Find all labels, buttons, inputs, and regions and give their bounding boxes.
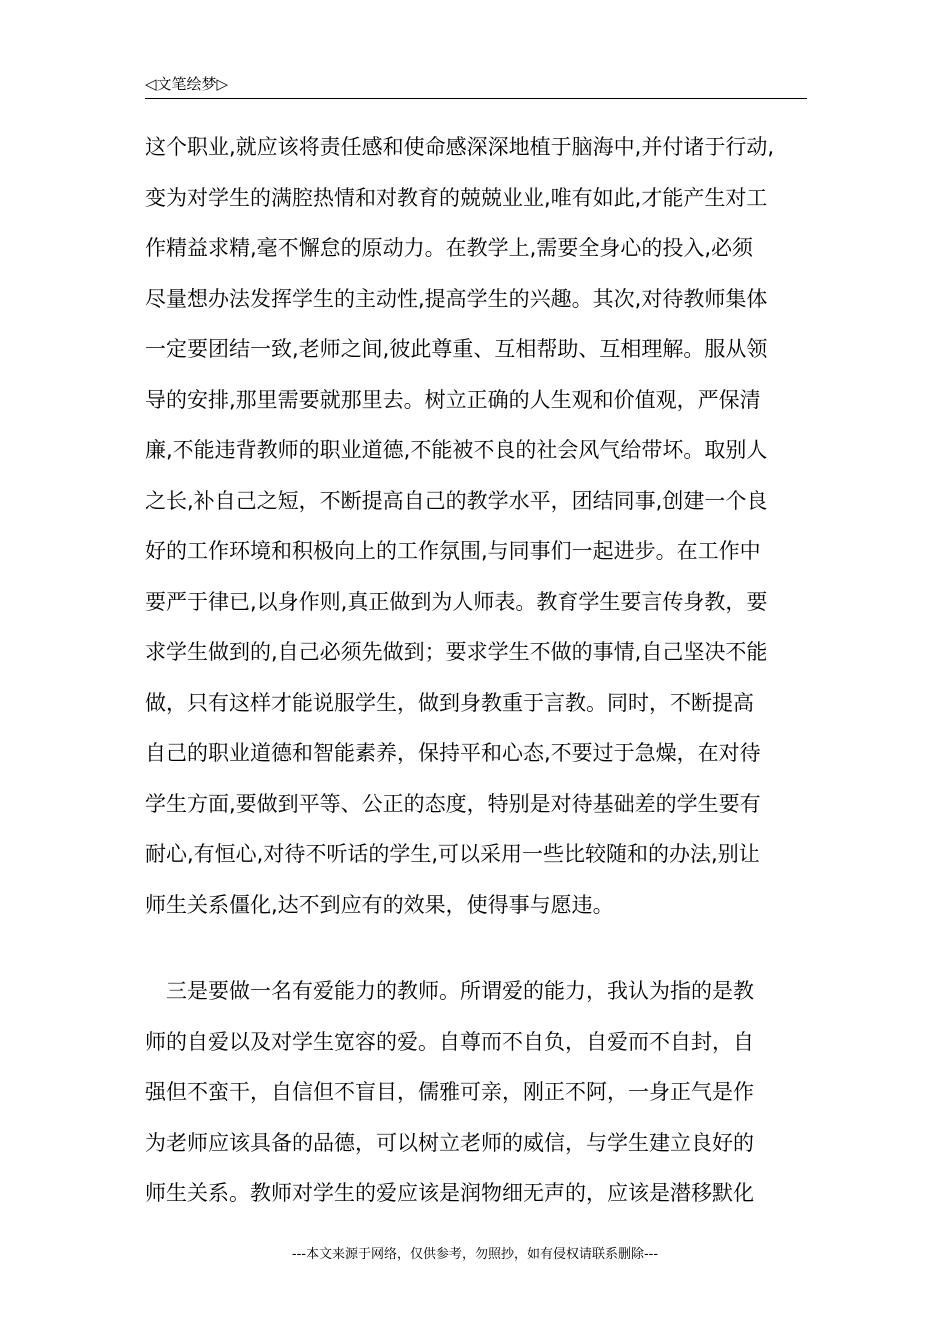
text-line: 为老师应该具备的品德，可以树立老师的威信，与学生建立良好的 [145,1130,754,1155]
text-line: 耐心,有恒心,对待不听话的学生,可以采用一些比较随和的办法,别让 [145,842,760,866]
document-body [145,128,810,1225]
text-line: 师生关系僵化,达不到应有的效果，使得事与愿违。 [145,892,614,917]
text-line: 尽量想办法发挥学生的主动性,提高学生的兴趣。其次,对待教师集体 [145,286,768,311]
paragraph-2 [145,972,810,1225]
text-line: 做，只有这样才能说服学生，做到身教重于言教。同时，不断提高 [145,690,754,715]
text-line: 好的工作环境和积极向上的工作氛围,与同事们一起进步。在工作中 [145,539,761,563]
text-line: 一定要团结一致,老师之间,彼此尊重、互相帮助、互相理解。服从领 [145,337,768,361]
page-footer: ---本文来源于网络，仅供参考，勿照抄，如有侵权请联系删除--- [291,1247,659,1262]
text-line: 这个职业,就应该将责任感和使命感深深地植于脑海中,并付诸于行动, [145,135,775,159]
text-line: 廉,不能违背教师的职业道德,不能被不良的社会风气给带坏。取别人 [145,438,768,462]
page-header [145,74,807,99]
text-line: 作精益求精,毫不懈怠的原动力。在教学上,需要全身心的投入,必须 [145,236,754,260]
text-line: 自己的职业道德和智能素养，保持平和心态,不要过于急燥，在对待 [145,741,761,765]
paragraph-spacer [145,936,810,972]
text-line: 学生方面,要做到平等、公正的态度，特别是对待基础差的学生要有 [145,791,761,816]
text-line: 师的自爱以及对学生宽容的爱。自尊而不自负，自爱而不自封，自 [145,1029,754,1054]
text-line: 要严于律已,以身作则,真正做到为人师表。教育学生要言传身教，要 [145,589,768,614]
text-line: 求学生做到的,自己必须先做到；要求学生不做的事情,自己坚决不能 [145,640,768,664]
header-title: ◁文笔绘梦▷ [145,75,229,93]
text-line: 强但不蛮干，自信但不盲目，儒雅可亲，刚正不阿，一身正气是作 [145,1080,754,1104]
text-line: 三是要做一名有爱能力的教师。所谓爱的能力，我认为指的是教 [145,979,754,1003]
text-line: 之长,补自己之短，不断提高自己的教学水平，团结同事,创建一个良 [145,488,768,513]
text-line: 变为对学生的满腔热情和对教育的兢兢业业,唯有如此,才能产生对工 [145,185,768,210]
text-line: 导的安排,那里需要就那里去。树立正确的人生观和价值观，严保清 [145,387,761,412]
text-line: 师生关系。教师对学生的爱应该是润物细无声的，应该是潜移默化 [145,1181,754,1205]
paragraph-1 [145,128,810,936]
